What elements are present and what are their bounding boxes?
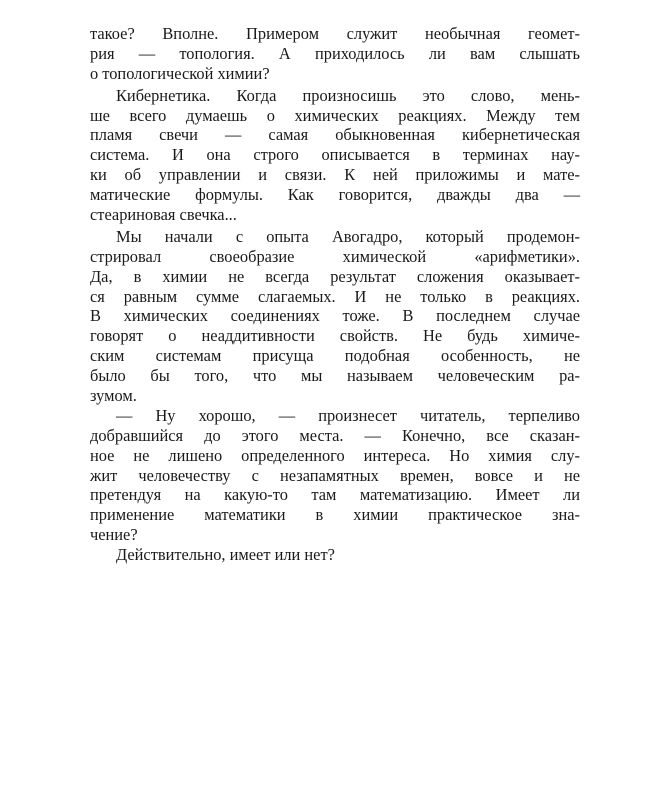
text-line: Да, в химии не всегда результат сложения оказывает-	[90, 266, 580, 286]
text-line: чение?	[90, 525, 138, 545]
text-line: матические формулы. Как говорится, дважды два —	[90, 185, 580, 205]
text-line: пламя свечи — самая обыкновенная кибернетическая	[90, 125, 580, 145]
paragraph-cybernetics	[90, 86, 580, 225]
paragraph-topology	[90, 24, 580, 84]
text-line: было бы того, что мы называем человеческим ра-	[90, 366, 580, 386]
text-line: зумом.	[90, 386, 137, 406]
text-line: Кибернетика. Когда произносишь это слово, мень-	[116, 85, 580, 105]
paragraph-question	[90, 545, 580, 565]
text-line: ше всего думаешь о химических реакциях. Между тем	[90, 105, 580, 125]
page-text	[90, 24, 580, 565]
text-line: ским системам присуща подобная особенность, не	[90, 346, 580, 366]
text-line: применение математики в химии практическое зна-	[90, 505, 580, 525]
text-line: о топологической химии?	[90, 63, 270, 83]
text-line: добравшийся до этого места. — Конечно, все сказан-	[90, 425, 580, 445]
text-line: такое? Вполне. Примером служит необычная геомет-	[90, 24, 580, 43]
text-line: ки об управлении и связи. К ней приложимы и мате-	[90, 165, 580, 185]
text-line: говорят о неаддитивности свойств. Не будь химиче-	[90, 326, 580, 346]
paragraph-reader-objection	[90, 406, 580, 545]
text-line: Действительно, имеет или нет?	[116, 545, 335, 565]
text-line: ное не лишено определенного интереса. Но химия слу-	[90, 445, 580, 465]
text-line: стрировал своеобразие химической «арифметики».	[90, 246, 580, 266]
text-line: претендуя на какую-то там математизацию. Имеет ли	[90, 485, 580, 505]
text-line: Мы начали с опыта Авогадро, который продемон-	[116, 226, 580, 246]
text-line: — Ну хорошо, — произнесет читатель, терпеливо	[116, 405, 580, 425]
text-line: рия — топология. А приходилось ли вам слышать	[90, 43, 580, 63]
text-line: стеариновая свечка...	[90, 205, 237, 225]
text-line: система. И она строго описывается в терминах нау-	[90, 145, 580, 165]
paragraph-avogadro	[90, 227, 580, 406]
text-line: жит человечеству с незапамятных времен, вовсе и не	[90, 465, 580, 485]
text-line: ся равным сумме слагаемых. И не только в реакциях.	[90, 286, 580, 306]
text-line: В химических соединениях тоже. В последнем случае	[90, 306, 580, 326]
